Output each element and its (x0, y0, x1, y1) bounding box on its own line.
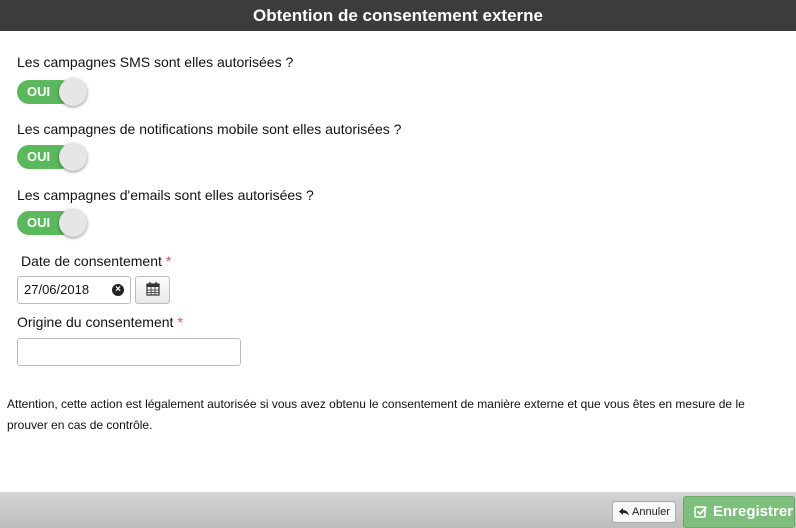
email-toggle[interactable] (17, 209, 87, 237)
required-mark: * (177, 314, 183, 330)
consent-date-label (21, 253, 171, 269)
clear-circle-icon[interactable]: × (112, 284, 124, 296)
required-mark: * (165, 253, 172, 269)
email-question-label: Les campagnes d'emails sont elles autorisées ? (17, 187, 314, 203)
calendar-icon (136, 277, 169, 303)
check-square-icon (694, 505, 708, 519)
legal-warning-text: Attention, cette action est légalement autorisée si vous avez obtenu le consentement de manière externe et que vous êtes en mesure de le prouver en cas de contrôle. (7, 397, 745, 432)
consent-origin-label-text: Origine du consentement (17, 314, 174, 330)
sms-toggle[interactable] (17, 78, 87, 106)
dialog-footer (0, 492, 796, 528)
toggle-on-label: OUI (27, 149, 51, 164)
consent-date-label-text: Date de consentement (21, 253, 162, 269)
save-label: Enregistrer (713, 503, 794, 520)
consent-origin-input[interactable] (17, 338, 241, 366)
toggle-knob[interactable] (59, 143, 87, 171)
mobile-notification-toggle[interactable] (17, 143, 87, 171)
toggle-on-label: OUI (27, 84, 51, 99)
toggle-knob[interactable] (59, 209, 87, 237)
mobile-notification-question-label: Les campagnes de notifications mobile sont elles autorisées ? (17, 121, 402, 137)
consent-origin-label (17, 314, 183, 330)
calendar-button[interactable] (135, 276, 170, 304)
cancel-button[interactable] (612, 501, 676, 523)
dialog-title: Obtention de consentement externe (0, 0, 796, 31)
consent-date-input[interactable] (17, 276, 131, 304)
undo-arrow-icon (618, 507, 630, 517)
save-button[interactable] (683, 496, 795, 528)
cancel-label: Annuler (632, 506, 670, 518)
sms-question-label: Les campagnes SMS sont elles autorisées ? (17, 54, 294, 70)
toggle-knob[interactable] (59, 78, 87, 106)
toggle-on-label: OUI (27, 215, 51, 230)
consent-date-value[interactable]: 27/06/2018 (24, 282, 90, 297)
